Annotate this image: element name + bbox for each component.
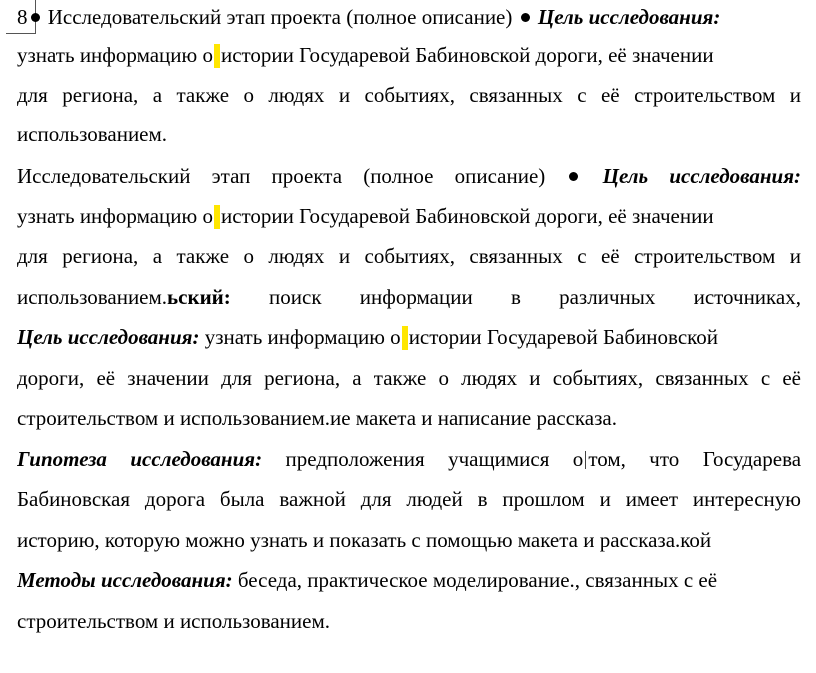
text-span: истории Государевой Бабиновской дороги, её значении xyxy=(220,204,714,228)
text-group xyxy=(286,447,801,471)
text-span: беседа, практическое моделирование., связанных с её xyxy=(237,568,718,592)
line-3: для региона, а также о людях и событиях, связанных с её строительством и xyxy=(17,83,801,107)
text-cursor-highlight xyxy=(214,44,220,68)
line-16: строительством и использованием. xyxy=(17,609,330,633)
line-7: для региона, а также о людях и событиях, связанных с её строительством и xyxy=(17,244,801,268)
methods-label: Методы исследования: xyxy=(17,568,233,592)
heading-text: Исследовательский этап проекта (полное описание) xyxy=(47,5,513,29)
line-4: использованием. xyxy=(17,122,168,146)
heading-text: Исследовательский этап проекта (полное описание) xyxy=(17,164,546,188)
text-cursor-highlight xyxy=(402,326,408,350)
spacer xyxy=(566,164,581,188)
text-cursor-highlight xyxy=(214,205,220,229)
hypothesis-label: Гипотеза исследования: xyxy=(17,447,263,471)
line-number: 8 xyxy=(17,5,28,29)
text-cursor xyxy=(585,451,586,469)
text-span: узнать информацию о xyxy=(204,325,401,349)
text-span: истории Государевой Бабиновской дороги, её значении xyxy=(220,43,714,67)
line-10: дороги, её значении для региона, а также о людях и событиях, связанных с её xyxy=(17,366,801,390)
text-span: использованием. xyxy=(17,285,168,309)
text-span: узнать информацию о xyxy=(17,43,213,67)
goal-label: Цель исследования: xyxy=(17,325,200,349)
goal-label: Цель исследования: xyxy=(602,164,801,188)
line-11: строительством и использованием.ие макета и написание рассказа. xyxy=(17,406,617,430)
line-9 xyxy=(17,322,801,352)
bullet-icon xyxy=(569,172,578,181)
text-span: истории Государевой Бабиновской xyxy=(408,325,719,349)
bold-fragment: ьский: xyxy=(167,285,231,309)
bullet-icon xyxy=(31,13,40,22)
text-span: поиск информации в различных источниках, xyxy=(269,285,801,309)
bullet-icon xyxy=(521,13,530,22)
line-13: Бабиновская дорога была важной для людей в прошлом и имеет интересную xyxy=(17,487,801,511)
text-span: узнать информацию о xyxy=(17,204,213,228)
line-8 xyxy=(17,282,801,312)
goal-label: Цель исследования: xyxy=(537,5,721,29)
line-1 xyxy=(17,2,801,32)
text-span: предположения учащимися о xyxy=(285,447,584,471)
line-15 xyxy=(17,565,801,595)
line-2 xyxy=(17,40,801,70)
line-5 xyxy=(17,161,801,191)
line-14: историю, которую можно узнать и показать с помощью макета и рассказа.кой xyxy=(17,528,712,552)
line-6 xyxy=(17,201,801,231)
text-span: том, что Государева xyxy=(588,447,801,471)
line-12 xyxy=(17,444,801,474)
